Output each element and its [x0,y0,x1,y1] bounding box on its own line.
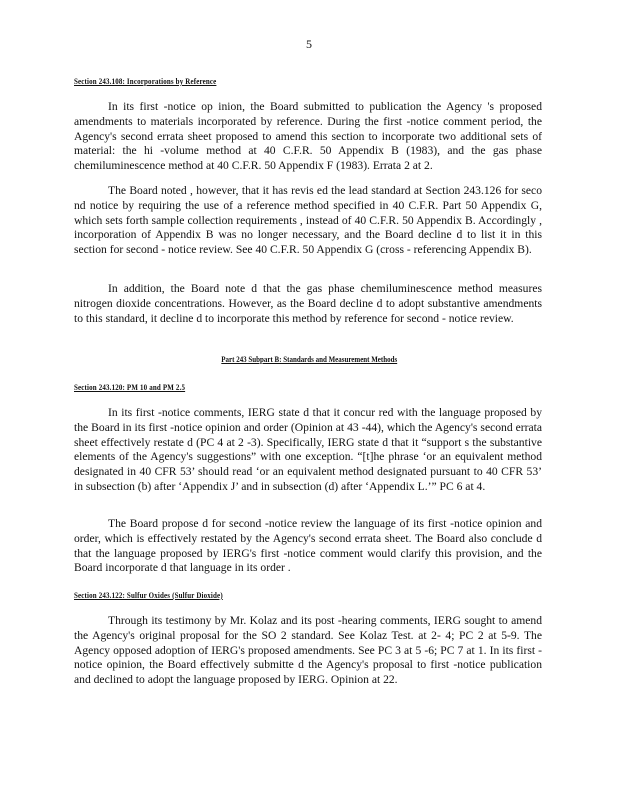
paragraph: The Board noted , however, that it has revis ed the lead standard at Section 243.126 for seco nd notice by requiring the use of a reference method specified in 40 C.F.R. Part 50 Appendix G, which sets forth sample collection requirements , instead of 40 C.F.R. 50 Appendix B. Accordingly , incorporation of Appendix B was no longer necessary, and the Board decline d to list it in this section for second - notice review. See 40 C.F.R. 50 Appendix G (cross - referencing Appendix B). [74,184,542,257]
section-heading [74,590,223,600]
section-heading-text: Section 243.108: Incorporations by Reference [74,76,217,86]
page-number: 5 [306,37,312,51]
section-heading [74,76,216,86]
section-heading-text: Section 243.122: Sulfur Oxides (Sulfur Dioxide) [74,590,223,600]
subpart-heading: Part 243 Subpart B: Standards and Measurement Methods [221,354,397,364]
section-heading-text: Section 243.120: PM 10 and PM 2.5 [74,382,186,392]
paragraph: In addition, the Board note d that the gas phase chemiluminescence method measures nitrogen dioxide concentrations. However, as the Board decline d to adopt substantive amendments to this standard, it decline d to incorporate this method by reference for second - notice review. [74,282,542,325]
paragraph: In its first -notice op inion, the Board submitted to publication the Agency 's proposed amendments to materials incorporated by reference. During the first -notice comment period, the Agency's second errata sheet proposed to amend this section to incorporate two additional sets of material: the hi -volume method at 40 C.F.R. 50 Appendix B (1983), and the gas phase chemiluminescence method at 40 C.F.R. 50 Appendix F (1983). Errata 2 at 2. [74,100,542,173]
paragraph: In its first -notice comments, IERG state d that it concur red with the language proposed by the Board in its first -notice opinion and order (Opinion at 43 -44), which the Agency's second errata sheet effectively restate d (PC 4 at 2 -3). Specifically, IERG state d that it “support s the substantive elements of the Agency's suggestions” with one exception. “[t]he phrase ‘or an equivalent method designated in 40 CFR 53’ should read ‘or an equivalent method designated pursuant to 40 CFR 53’ in subsection (b) after ‘Appendix J’ and in subsection (d) after ‘Appendix L.’” PC 6 at 4. [74,406,542,493]
paragraph: The Board propose d for second -notice review the language of its first -notice opinion and order, which is effectively restated by the Agency's second errata sheet. The Board also conclude d that the language proposed by IERG's first -notice comment would clarify this provision, and the Board incorporate d that language in its order . [74,517,542,575]
paragraph: Through its testimony by Mr. Kolaz and its post -hearing comments, IERG sought to amend the Agency's original proposal for the SO 2 standard. See Kolaz Test. at 2- 4; PC 2 at 5-9. The Agency opposed adoption of IERG's proposed amendments. See PC 3 at 5 -6; PC 7 at 1. In its first -notice opinion, the Board effectively submitte d the Agency's proposal to first -notice publication and declined to adopt the language proposed by IERG. Opinion at 22. [74,614,542,687]
section-heading [74,382,185,392]
